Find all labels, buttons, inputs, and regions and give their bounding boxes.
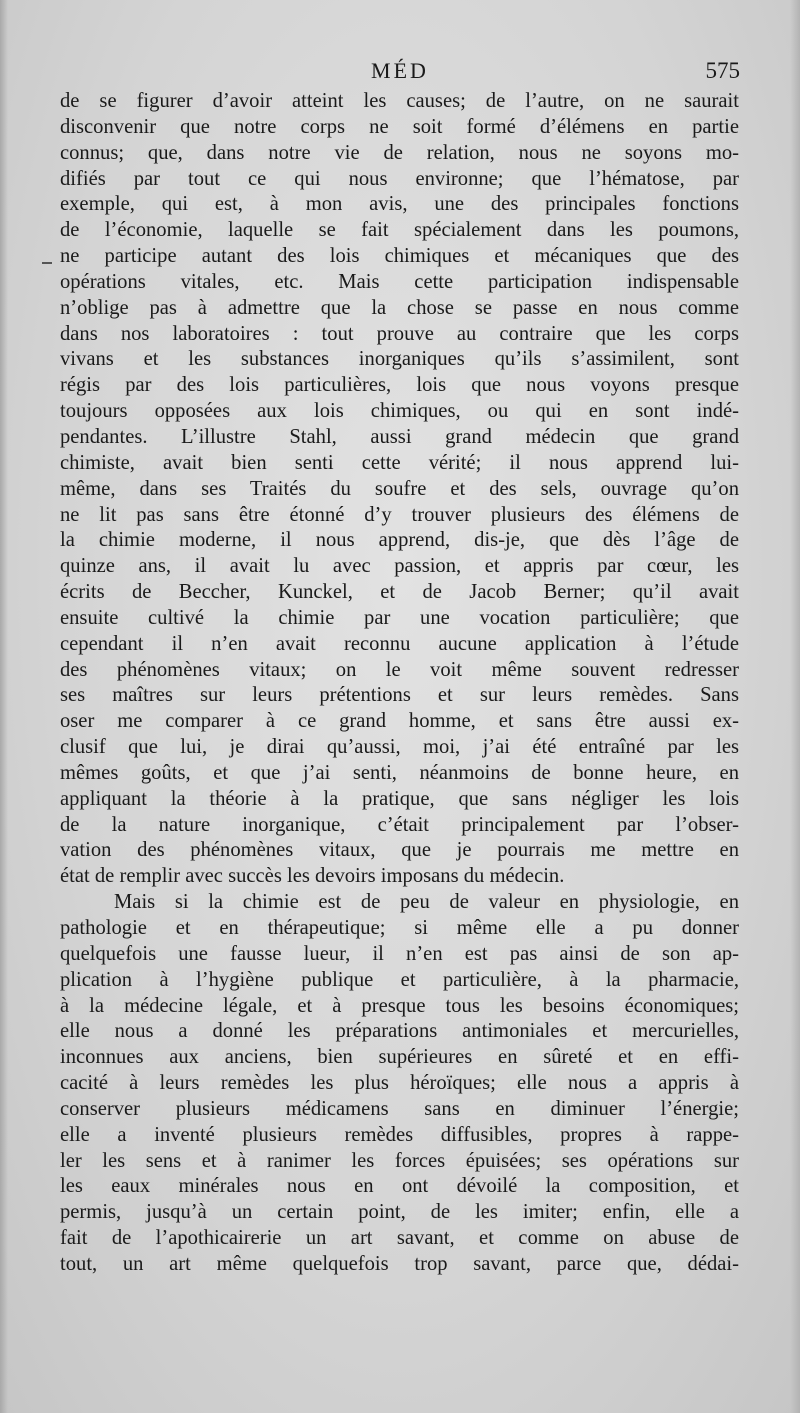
text-line: mêmes goûts, et que j’ai senti, néanmoins de bonne heure, en <box>60 761 739 784</box>
text-line: les eaux minérales nous en ont dévoilé la composition, et <box>60 1175 739 1198</box>
text-line: clusif que lui, je dirai qu’aussi, moi, j’ai été entraîné par les <box>60 736 739 759</box>
text-line: quinze ans, il avait lu avec passion, et appris par cœur, les <box>60 555 739 578</box>
page-number: 575 <box>705 58 740 83</box>
text-line: à la médecine légale, et à presque tous les besoins économiques; <box>60 994 739 1017</box>
text-line: pathologie et en thérapeutique; si même elle a pu donner <box>60 917 739 939</box>
text-line: chimiste, avait bien senti cette vérité; il nous apprend lui- <box>60 451 739 474</box>
text-line: quelquefois une fausse lueur, il n’en est pas ainsi de son ap- <box>60 942 739 965</box>
running-head <box>60 58 740 88</box>
body-text <box>60 89 739 1278</box>
text-line: ler les sens et à ranimer les forces épuisées; ses opérations sur <box>60 1149 739 1172</box>
text-line: connus; que, dans notre vie de relation, nous ne soyons mo- <box>60 141 739 164</box>
text-line: vation des phénomènes vitaux, que je pourrais me mettre en <box>60 839 739 862</box>
running-head-title: MÉD <box>371 58 429 83</box>
text-line: opérations vitales, etc. Mais cette participation indispensable <box>60 270 739 293</box>
text-line: oser me comparer à ce grand homme, et sans être aussi ex- <box>60 710 739 733</box>
text-line: dans nos laboratoires : tout prouve au contraire que les corps <box>60 322 739 345</box>
text-line: exemple, qui est, à mon avis, une des principales fonctions <box>60 193 739 216</box>
text-line: écrits de Beccher, Kunckel, et de Jacob Berner; qu’il avait <box>60 581 739 604</box>
text-line: cacité à leurs remèdes les plus héroïques; elle nous a appris à <box>60 1072 739 1095</box>
page-edge-shadow-right <box>790 0 800 1413</box>
text-line: pendantes. L’illustre Stahl, aussi grand médecin que grand <box>60 425 739 448</box>
text-line: tout, un art même quelquefois trop savant, parce que, dédai- <box>60 1252 739 1275</box>
text-line: vivans et les substances inorganiques qu’ils s’assimilent, sont <box>60 348 739 371</box>
text-line: de se figurer d’avoir atteint les causes; de l’autre, on ne saurait <box>60 90 739 112</box>
paragraph <box>60 890 739 1278</box>
margin-mark <box>42 262 52 264</box>
text-line: plication à l’hygiène publique et particulière, à la pharmacie, <box>60 968 739 991</box>
paragraph <box>60 89 739 890</box>
text-line: inconnues aux anciens, bien supérieures en sûreté et en effi- <box>60 1046 739 1069</box>
text-line: n’oblige pas à admettre que la chose se passe en nous comme <box>60 296 739 319</box>
text-line: ensuite cultivé la chimie par une vocation particulière; que <box>60 606 739 629</box>
text-line: la chimie moderne, il nous apprend, dis-je, que dès l’âge de <box>60 529 739 552</box>
text-line: des phénomènes vitaux; on le voit même souvent redresser <box>60 658 739 681</box>
text-line: fait de l’apothicairerie un art savant, et comme on abuse de <box>60 1227 739 1250</box>
text-line: difiés par tout ce qui nous environne; que l’hématose, par <box>60 167 739 190</box>
text-line: conserver plusieurs médicamens sans en diminuer l’énergie; <box>60 1097 739 1120</box>
text-line: de l’économie, laquelle se fait spécialement dans les poumons, <box>60 219 739 242</box>
text-line: même, dans ses Traités du soufre et des sels, ouvrage qu’on <box>60 477 739 500</box>
text-line: état de remplir avec succès les devoirs imposans du médecin. <box>60 865 565 888</box>
text-line: permis, jusqu’à un certain point, de les imiter; enfin, elle a <box>60 1201 739 1224</box>
text-line: ses maîtres sur leurs prétentions et sur leurs remèdes. Sans <box>60 684 739 707</box>
text-line: toujours opposées aux lois chimiques, ou qui en sont indé- <box>60 400 739 423</box>
text-line: ne participe autant des lois chimiques et mécaniques que des <box>60 245 739 268</box>
text-line: ne lit pas sans être étonné d’y trouver plusieurs des élémens de <box>60 503 739 526</box>
text-line: disconvenir que notre corps ne soit formé d’élémens en partie <box>60 115 739 138</box>
text-line: de la nature inorganique, c’était principalement par l’obser- <box>60 813 739 836</box>
text-line: régis par des lois particulières, lois que nous voyons presque <box>60 374 739 397</box>
text-line: Mais si la chimie est de peu de valeur en physiologie, en <box>114 891 739 914</box>
text-line: elle a inventé plusieurs remèdes diffusibles, propres à rappe- <box>60 1123 739 1146</box>
text-line: elle nous a donné les préparations antimoniales et mercurielles, <box>60 1020 739 1043</box>
text-line: cependant il n’en avait reconnu aucune application à l’étude <box>60 632 739 655</box>
text-line: appliquant la théorie à la pratique, que sans négliger les lois <box>60 787 739 810</box>
page-edge-shadow-left <box>0 0 8 1413</box>
